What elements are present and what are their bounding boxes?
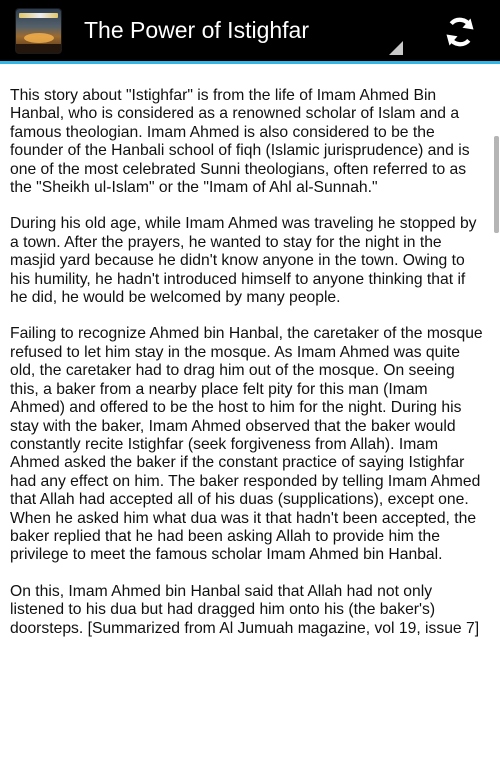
article-body <box>10 87 484 656</box>
refresh-button[interactable] <box>436 10 484 54</box>
dropdown-triangle-icon[interactable] <box>389 41 403 55</box>
app-cover-light-icon <box>24 33 54 43</box>
refresh-icon <box>443 15 477 49</box>
article-paragraph: Failing to recognize Ahmed bin Hanbal, the caretaker of the mosque refused to let him stay in the mosque. As Imam Ahmed was quite old, the caretaker had to drag him out of the mosque. On seeing this, a baker from a nearby place felt pity for this man (Imam Ahmed) and offered to be the host to him for the night. During his stay with the baker, Imam Ahmed observed that the baker would constantly recite Istighfar (seek forgiveness from Allah). Imam Ahmed asked the baker if the constant practice of saying Istighfar had any effect on him. The baker responded by telling Imam Ahmed that Allah had accepted all of his duas (supplications), except one. When he asked him what dua was it that hadn't been accepted, the baker replied that he had been asking Allah to provide him the privilege to meet the famous scholar Imam Ahmed bin Hanbal. <box>10 325 483 564</box>
article-scroll-view[interactable] <box>0 64 500 784</box>
app-cover-title-band-icon <box>19 13 58 18</box>
action-bar <box>0 0 500 64</box>
article-paragraph: On this, Imam Ahmed bin Hanbal said that Allah had not only listened to his dua but had dragged him onto his (the baker's) doorsteps. [Summarized from Al Jumuah magazine, vol 19, issue 7] <box>10 582 480 637</box>
page-title: The Power of Istighfar <box>84 17 309 43</box>
article-paragraph: This story about "Istighfar" is from the life of Imam Ahmed Bin Hanbal, who is considered as a renowned scholar of Islam and a famous theologian. Imam Ahmed is also considered to be the founder of the Hanbali school of fiqh (Islamic jurisprudence) and is one of the most celebrated Sunni theologians, often referred to as the "Sheikh ul-Islam" or the "Imam of Ahl al-Sunnah." <box>10 87 470 197</box>
app-cover-icon[interactable] <box>16 9 61 53</box>
scrollbar-thumb[interactable] <box>494 136 499 233</box>
article-paragraph: During his old age, while Imam Ahmed was traveling he stopped by a town. After the prayers, he wanted to stay for the night in the masjid yard because he didn't know anyone in the town. Owing to his humility, he hadn't introduced himself to anyone thinking that if he did, he would be welcomed by many people. <box>10 215 477 307</box>
app-cover-crowd-icon <box>16 44 61 53</box>
